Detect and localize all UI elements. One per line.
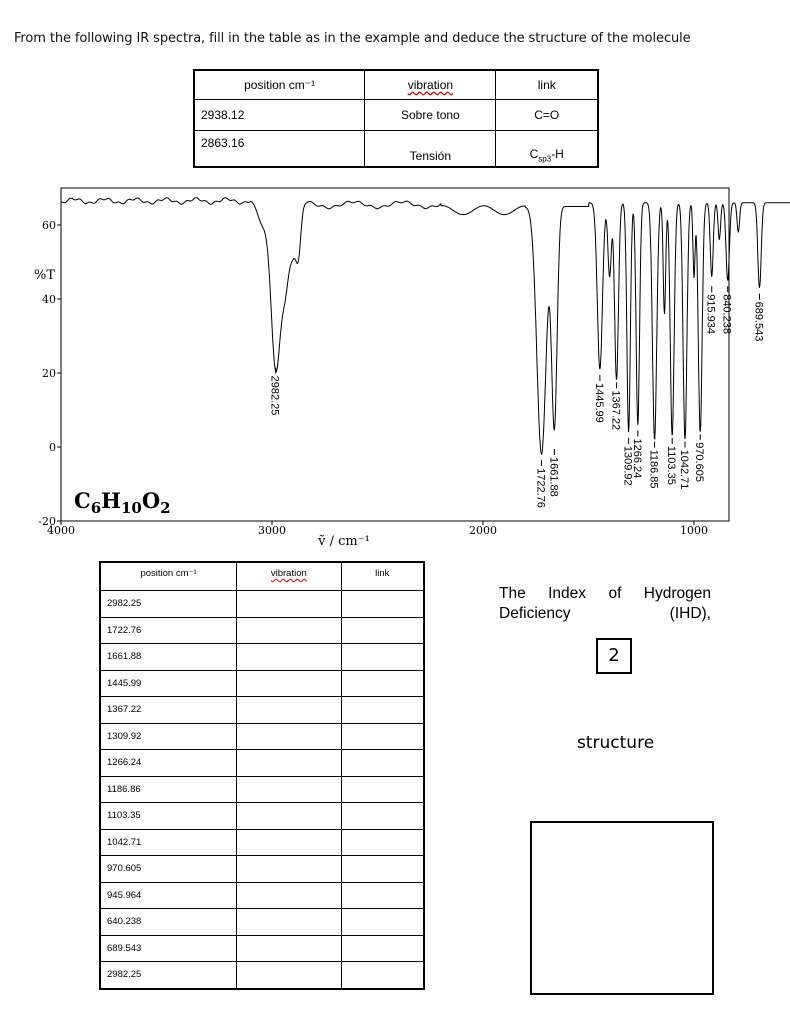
position-cell: 2982.25: [100, 591, 237, 618]
peak-label: 1266.24: [630, 438, 643, 479]
y-axis-label: %T: [34, 268, 56, 283]
peak-marker: [665, 438, 677, 485]
link-cell[interactable]: [341, 909, 424, 936]
peak-marker: [610, 382, 622, 430]
structure-label: structure: [577, 733, 655, 753]
position-cell: 970.605: [100, 856, 237, 883]
vibration-cell[interactable]: [237, 697, 341, 724]
link-cell[interactable]: [341, 776, 424, 803]
table-row: [100, 644, 424, 671]
answer-header-position: position cm⁻¹: [100, 562, 237, 591]
table-row: [100, 723, 424, 750]
vibration-cell[interactable]: [237, 723, 341, 750]
vibration-cell[interactable]: [237, 856, 341, 883]
link-cell[interactable]: [341, 829, 424, 856]
link-atom: C: [529, 146, 539, 161]
x-tick-label: 2000: [469, 524, 497, 537]
instruction-text: From the following IR spectra, fill in the table as in the example and deduce the structure of the molecule: [14, 31, 691, 46]
example-header-vibration-text: vibration: [407, 78, 454, 92]
link-cell[interactable]: [341, 882, 424, 909]
vibration-cell[interactable]: [237, 591, 341, 618]
vibration-cell[interactable]: [237, 882, 341, 909]
peak-marker: [269, 368, 281, 416]
table-row: [100, 776, 424, 803]
spectrum-line: [61, 198, 790, 455]
table-row: [100, 882, 424, 909]
answer-table-header: [100, 562, 424, 591]
example-table: [193, 69, 599, 168]
formula-hydrogen: H: [101, 488, 121, 513]
y-tick-label: -20: [38, 515, 56, 528]
peak-marker: [693, 434, 705, 482]
formula-oxygen-count: 2: [160, 499, 171, 517]
link-cell[interactable]: [341, 856, 424, 883]
example-row: [194, 131, 598, 168]
link-cell[interactable]: [341, 670, 424, 697]
peak-label: 1367.22: [609, 390, 622, 431]
x-tick-label: 4000: [47, 524, 75, 537]
position-cell: 1186.86: [100, 776, 237, 803]
table-row: [100, 617, 424, 644]
formula-oxygen: O: [141, 488, 161, 513]
ihd-label: The Index of Hydrogen Deficiency (IHD),: [499, 585, 711, 622]
peak-marker: [678, 442, 690, 490]
y-tick-label: 40: [42, 293, 56, 306]
peak-label: 689.543: [752, 301, 765, 342]
y-tick-label: 0: [49, 441, 56, 454]
peak-label: 915.934: [704, 294, 717, 334]
vibration-cell[interactable]: [237, 935, 341, 962]
answer-table: [99, 561, 425, 990]
position-cell: 1722.76: [100, 617, 237, 644]
position-cell: 1445.99: [100, 670, 237, 697]
vibration-cell[interactable]: [237, 776, 341, 803]
peak-marker: [753, 294, 765, 342]
ihd-value-box: 2: [596, 638, 632, 674]
link-cell[interactable]: [341, 803, 424, 830]
peak-marker: [547, 449, 559, 497]
peak-label: 1661.88: [547, 457, 560, 497]
table-row: [100, 962, 424, 989]
x-tick-label: 1000: [680, 524, 708, 537]
ir-spectrum-chart: [34, 182, 765, 549]
table-row: [100, 697, 424, 724]
vibration-cell[interactable]: [237, 909, 341, 936]
vibration-cell[interactable]: [237, 617, 341, 644]
formula-carbon-count: 6: [90, 499, 102, 517]
table-row: [100, 909, 424, 936]
position-cell: 640.238: [100, 909, 237, 936]
link-subscript: sp3: [538, 154, 552, 163]
position-cell: 1661.88: [100, 644, 237, 671]
vibration-cell[interactable]: [237, 829, 341, 856]
example-link-cell: C=O: [496, 100, 598, 131]
table-row: [100, 670, 424, 697]
example-link-cell: [496, 131, 598, 168]
position-cell: 1042.71: [100, 829, 237, 856]
example-vibration-cell: Sobre tono: [365, 100, 496, 131]
link-cell[interactable]: [341, 644, 424, 671]
formula-carbon: C: [74, 488, 91, 513]
example-table-header: [194, 70, 598, 100]
position-cell: 1309.92: [100, 723, 237, 750]
peak-label: 1445.99: [592, 383, 605, 423]
peak-label: 2982.25: [268, 375, 281, 416]
example-position-cell: 2938.12: [194, 100, 365, 131]
example-header-vibration: [365, 70, 496, 100]
vibration-cell[interactable]: [237, 962, 341, 989]
link-cell[interactable]: [341, 962, 424, 989]
vibration-cell[interactable]: [237, 750, 341, 777]
peak-label: 1722.76: [534, 468, 547, 508]
link-cell[interactable]: [341, 723, 424, 750]
peak-marker: [705, 286, 717, 334]
table-row: [100, 856, 424, 883]
answer-header-vibration: [237, 562, 341, 591]
peak-label: 840.238: [720, 294, 733, 334]
peak-marker: [534, 460, 546, 508]
position-cell: 2982.25: [100, 962, 237, 989]
example-row: [194, 100, 598, 131]
structure-answer-box[interactable]: [530, 821, 714, 995]
y-axis: [38, 219, 61, 528]
y-tick-label: 60: [42, 219, 56, 232]
vibration-cell[interactable]: [237, 644, 341, 671]
position-cell: 945.964: [100, 882, 237, 909]
position-cell: 1103.35: [100, 803, 237, 830]
molecular-formula: [74, 488, 171, 517]
link-cell[interactable]: [341, 750, 424, 777]
vibration-cell[interactable]: [237, 670, 341, 697]
table-row: [100, 591, 424, 618]
peak-marker: [593, 375, 605, 423]
link-cell[interactable]: [341, 697, 424, 724]
peak-label: 1042.71: [677, 449, 690, 490]
link-cell[interactable]: [341, 591, 424, 618]
answer-table-body: [100, 562, 424, 989]
peak-labels: [269, 286, 765, 508]
answer-header-vibration-text: vibration: [270, 568, 307, 579]
example-vibration-cell: Tensión: [365, 131, 496, 168]
link-cell[interactable]: [341, 617, 424, 644]
peak-marker: [648, 442, 660, 489]
position-cell: 689.543: [100, 935, 237, 962]
link-cell[interactable]: [341, 935, 424, 962]
x-axis-label: ṽ / cm⁻¹: [318, 534, 370, 549]
example-header-link: link: [496, 70, 598, 100]
example-header-position: position cm⁻¹: [194, 70, 365, 100]
position-cell: 1367.22: [100, 697, 237, 724]
peak-marker: [721, 286, 733, 334]
vibration-cell[interactable]: [237, 803, 341, 830]
x-axis: [47, 521, 708, 537]
formula-hydrogen-count: 10: [121, 499, 142, 517]
peak-marker: [631, 431, 643, 479]
x-tick-label: 3000: [258, 524, 286, 537]
table-row: [100, 803, 424, 830]
table-row: [100, 829, 424, 856]
answer-header-link: link: [341, 562, 424, 591]
peak-label: 1309.92: [621, 445, 634, 486]
peak-label: 1103.35: [665, 445, 678, 485]
table-row: [100, 935, 424, 962]
y-tick-label: 20: [42, 367, 56, 380]
link-suffix: -H: [551, 146, 564, 161]
example-position-cell: 2863.16: [194, 131, 365, 168]
table-row: [100, 750, 424, 777]
position-cell: 1266.24: [100, 750, 237, 777]
peak-label: 1186.85: [647, 449, 660, 489]
peak-label: 970.605: [693, 442, 706, 482]
